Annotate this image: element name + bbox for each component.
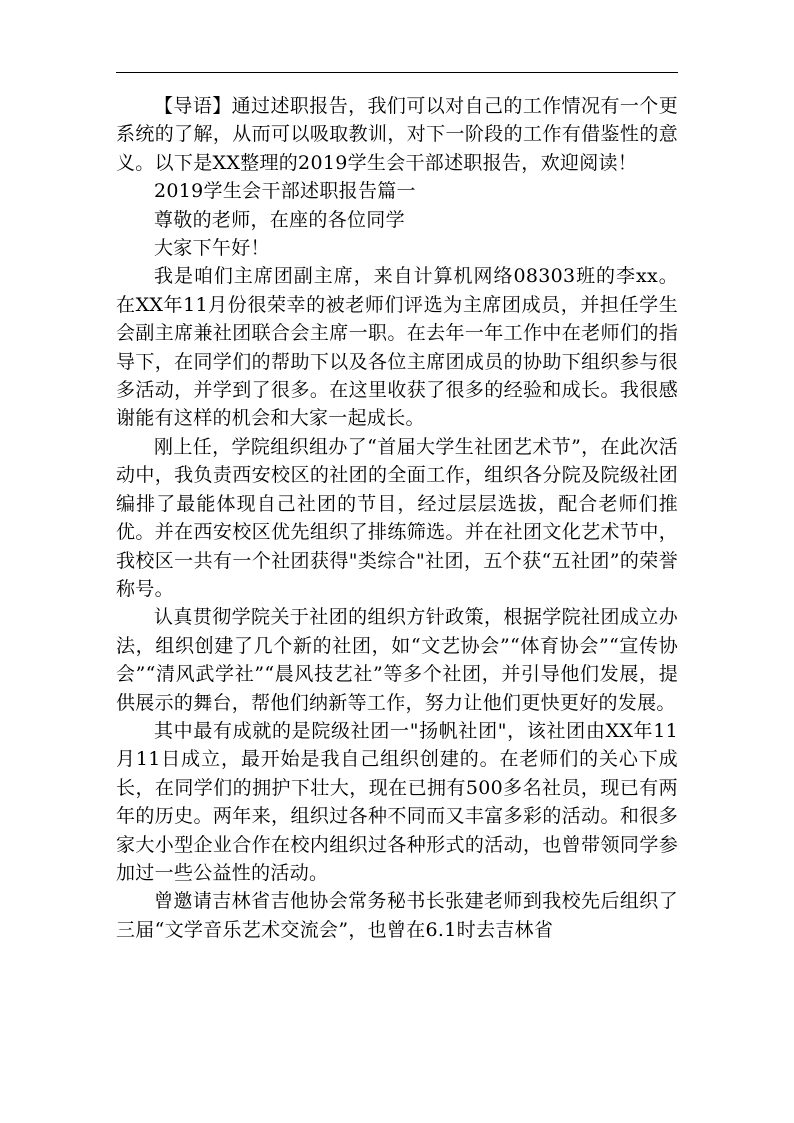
greeting: 大家下午好！ [154,237,270,260]
document-body [116,92,678,944]
salutation: 尊敬的老师，在座的各位同学 [154,208,405,231]
body-paragraph: 认真贯彻学院关于社团的组织方针政策，根据学院社团成立办法，组织创建了几个新的社团，如“文艺协会”“体育协会”“宣传协会”“清风武学社”“晨风技艺社”等多个社团，并引导他们发展，提供展示的舞台，帮他们纳新等工作，努力让他们更快更好的发展。 [116,606,678,714]
body-paragraph: 曾邀请吉林省吉他协会常务秘书长张建老师到我校先后组织了三届“文学音乐艺术交流会”，也曾在6.1时去吉林省 [116,890,678,941]
header-rule [116,72,678,73]
report-title: 2019学生会干部述职报告篇一 [154,180,416,203]
body-paragraph: 刚上任，学院组织组办了“首届大学生社团艺术节”，在此次活动中，我负责西安校区的社团的全面工作，组织各分院及院级社团编排了最能体现自己社团的节目，经过层层选拔，配合老师们推优。并在西安校区优先组织了排练筛选。并在社团文化艺术节中，我校区一共有一个社团获得"类综合"社团，五个获“五社团”的荣誉称号。 [116,435,678,600]
body-paragraph: 其中最有成就的是院级社团一"扬帆社团"，该社团由XX年11月11日成立，最开始是我自己组织创建的。在老师们的关心下成长，在同学们的拥护下壮大，现在已拥有500多名社员，现已有两年的历史。两年来，组织过各种不同而又丰富多彩的活动。和很多家大小型企业合作在校内组织过各种形式的活动，也曾带领同学参加过一些公益性的活动。 [116,719,678,884]
body-paragraph: 我是咱们主席团副主席，来自计算机网络08303班的李xx。在XX年11月份很荣幸的被老师们评选为主席团成员，并担任学生会副主席兼社团联合会主席一职。在去年一年工作中在老师们的指导下，在同学们的帮助下以及各位主席团成员的协助下组织参与很多活动，并学到了很多。在这里收获了很多的经验和成长。我很感谢能有这样的机会和大家一起成长。 [116,265,678,430]
intro-paragraph: 【导语】通过述职报告，我们可以对自己的工作情况有一个更系统的了解，从而可以吸取教训，对下一阶段的工作有借鉴性的意义。以下是XX整理的2019学生会干部述职报告，欢迎阅读！ [116,95,678,174]
